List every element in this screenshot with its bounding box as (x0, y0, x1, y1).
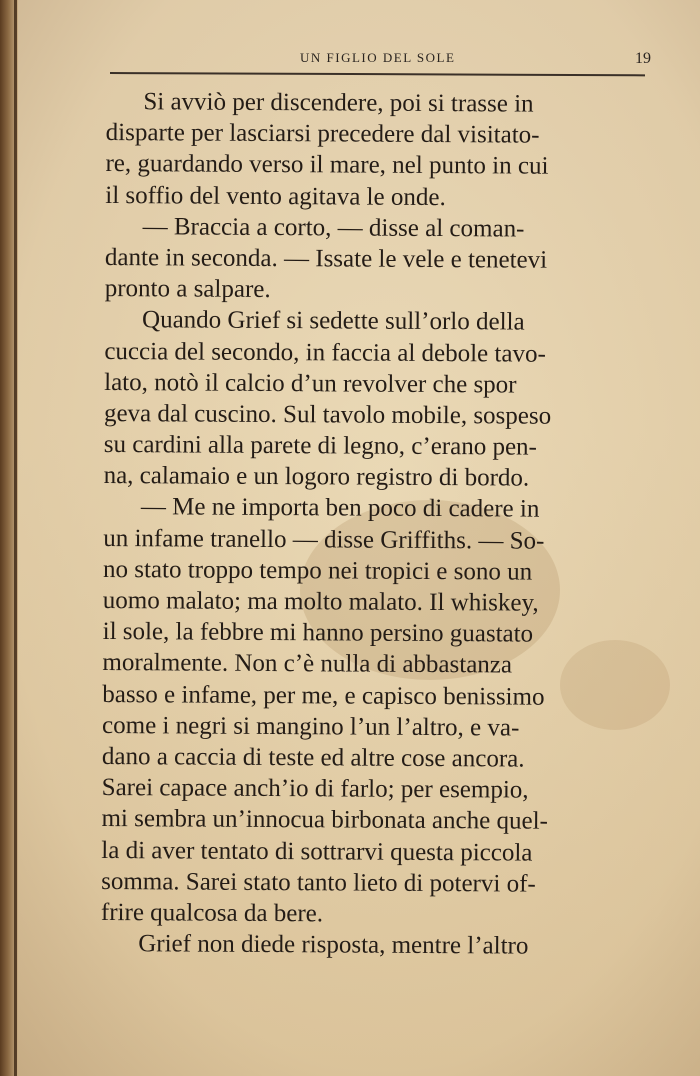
text-line: il soffio del vento agitava le onde. (105, 181, 446, 211)
text-line: re, guardando verso il mare, nel punto in cui (105, 150, 549, 181)
running-head: UN FIGLIO DEL SOLE (300, 50, 456, 65)
text-line: — Me ne importa ben poco di cadere in (103, 493, 540, 524)
body-text (101, 86, 646, 963)
text-line: mi sembra un’innocua birbonata anche quel- (101, 805, 548, 836)
text-line: disparte per lasciarsi precedere dal visitato- (105, 119, 540, 149)
text-line: Si avviò per discendere, poi si trasse in (105, 87, 534, 118)
text-line: moralmente. Non c’è nulla di abbastanza (102, 649, 513, 679)
text-line: geva dal cuscino. Sul tavolo mobile, sospeso (103, 399, 552, 430)
text-line: un infame tranello — disse Griffiths. — So- (103, 524, 545, 555)
text-line: Sarei capace anch’io di farlo; per esempio, (101, 774, 529, 804)
text-line: Quando Grief si sedette sull’orlo della (104, 306, 525, 336)
text-line: uomo malato; ma molto malato. Il whiskey, (102, 586, 539, 617)
text-line: lato, notò il calcio d’un revolver che spor (104, 368, 517, 399)
text-line: frire qualcosa da bere. (100, 898, 324, 928)
text-line: — Braccia a corto, — disse al coman- (105, 212, 525, 243)
text-line: na, calamaio e un logoro registro di bordo. (103, 462, 530, 492)
page-header (110, 48, 655, 78)
text-line: somma. Sarei stato tanto lieto di potervi of- (101, 867, 536, 898)
text-line: Grief non diede risposta, mentre l’altro (100, 930, 529, 960)
header-rule (110, 72, 645, 76)
text-line: dano a caccia di teste ed altre cose ancora. (101, 742, 525, 773)
text-line: la di aver tentato di sottrarvi questa piccola (101, 836, 533, 867)
text-line: no stato troppo tempo nei tropici e sono un (102, 555, 533, 586)
text-line: basso e infame, per me, e capisco benissimo (102, 680, 545, 711)
text-line: dante in seconda. — Issate le vele e tenetevi (104, 243, 548, 274)
text-line: il sole, la febbre mi hanno persino guastato (102, 618, 534, 648)
binding-edge (14, 0, 17, 1076)
text-line: come i negri si mangino l’un l’altro, e va- (102, 711, 520, 742)
text-line: su cardini alla parete di legno, c’erano pen- (103, 431, 538, 461)
page-number: 19 (635, 50, 651, 67)
text-line: pronto a salpare. (104, 275, 271, 304)
text-line: cuccia del secondo, in faccia al debole tavo- (104, 337, 546, 368)
